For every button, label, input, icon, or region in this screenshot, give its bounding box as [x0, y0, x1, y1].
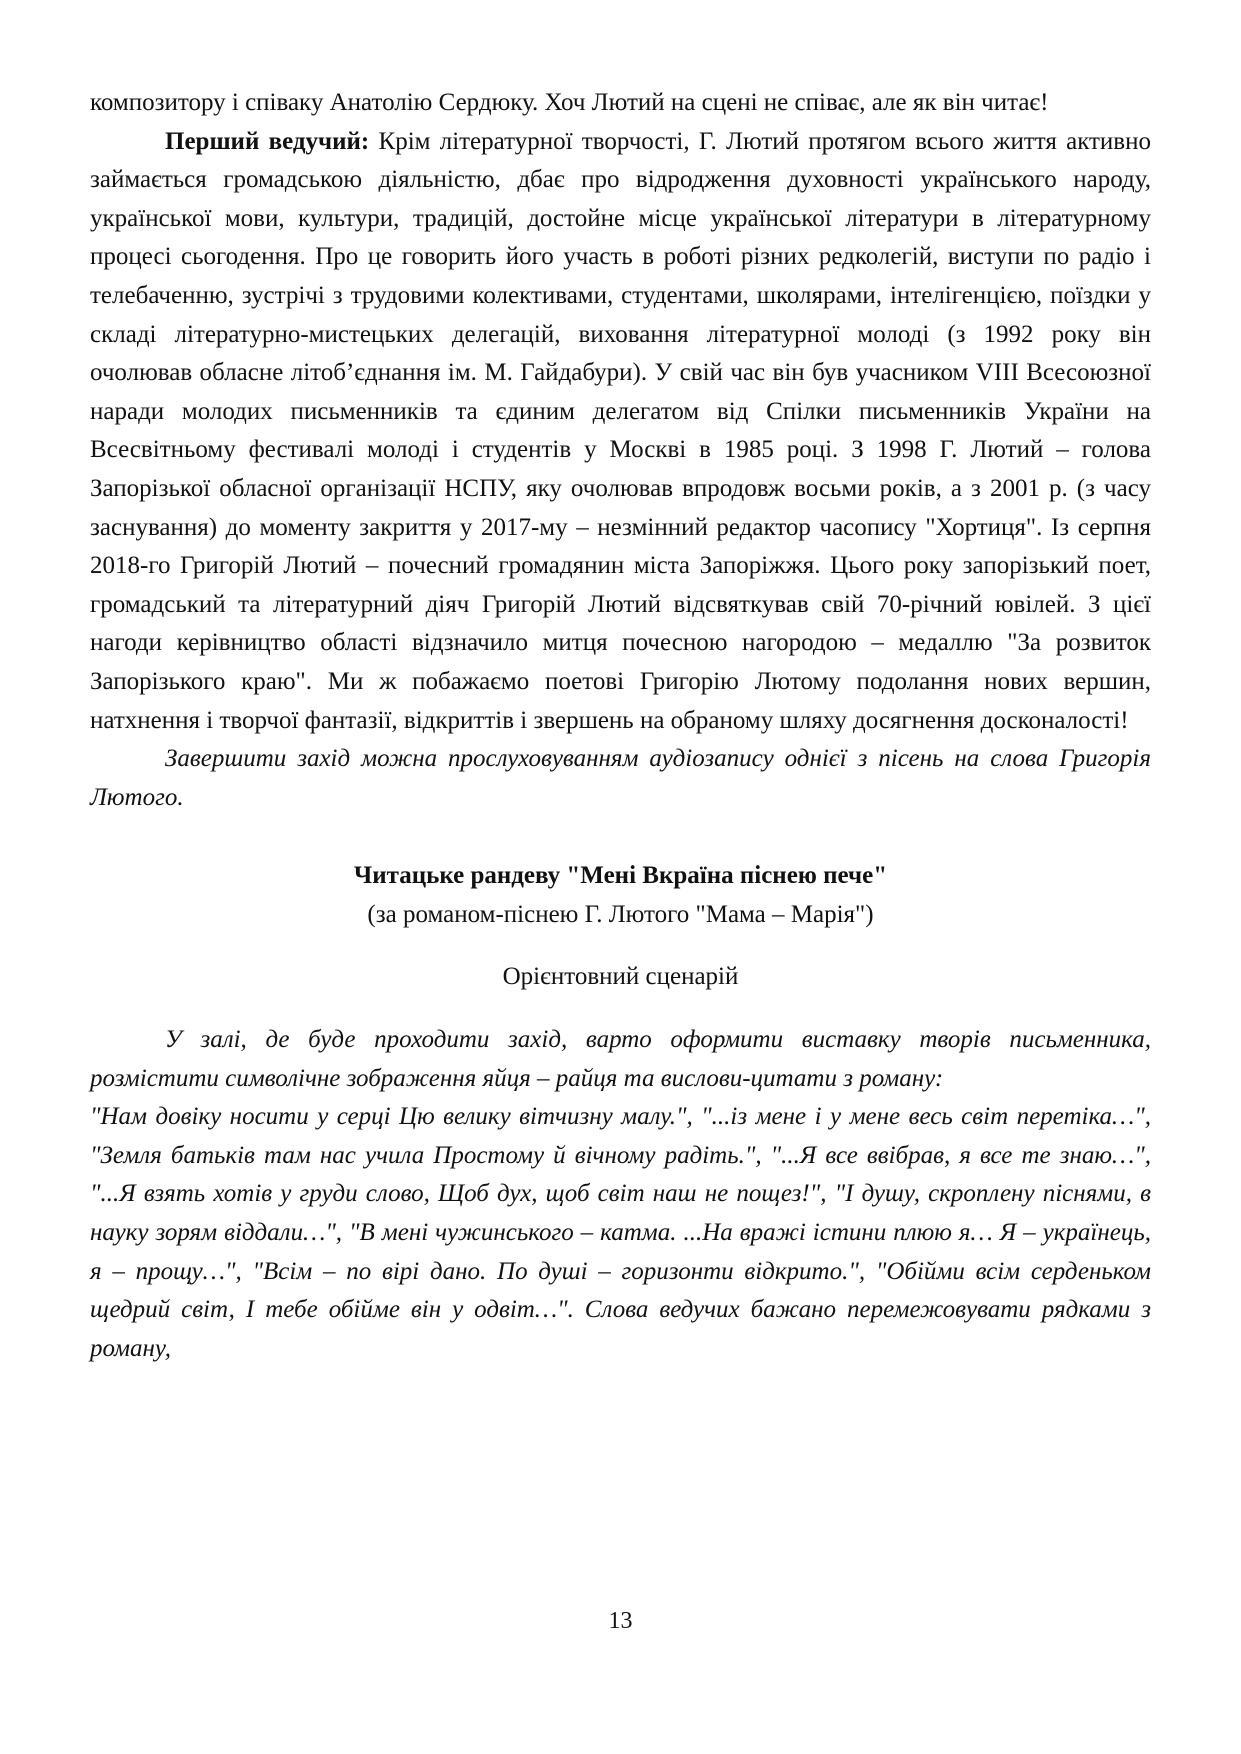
- section-subtitle: (за романом-піснею Г. Лютого "Мама – Марія"): [367, 900, 874, 928]
- scenario-label: Орієнтовний сценарій: [502, 963, 739, 991]
- page-number: 13: [608, 1608, 633, 1634]
- page-content: [90, 84, 1151, 1368]
- paragraph-quotes: "Нам довіку носити у серці Цю велику вітчизну малу.", "...із мене і у мене весь світ перетіка…", "Земля батьків там нас учила Простому й вічному радіть.", "...Я все ввібрав, я все те знаю…", "...Я взять хотів у груди слово, Щоб дух, щоб світ наш не пощез!", "І душу, скроплену піснями, в науку зорям віддали…", "В мені чужинського – катма. ...На вражі істини плюю я… Я – українець, я – прощу…", "Всім – по вірі дано. По душі – горизонти відкрито.", "Обійми всім серденьком щедрий світ, І тебе обійме він у одвіт…". Слова ведучих бажано перемежовувати рядками з роману,: [90, 1103, 1151, 1362]
- speaker-label: Перший ведучий:: [165, 127, 370, 155]
- paragraph-first-host-text: Крім літературної творчості, Г. Лютий протягом всього життя активно займається громадською діяльністю, дбає про відродження духовності українського народу, української мови, культури, традицій, достойне місце української літератури в літературному процесі сьогодення. Про це говорить його участь в роботі різних редколегій, виступи по радіо і телебаченню, зустрічі з трудовими колективами, студентами, школярами, інтелігенцією, поїздки у складі літературно-мистецьких делегацій, виховання літературної молоді (з 1992 року він очолював обласне літоб’єднання ім. М. Гайдабури). У свій час він був учасником VIII Всесоюзної наради молодих письменників та єдиним делегатом від Спілки письменників України на Всесвітньому фестивалі молоді і студентів у Москві в 1985 році. З 1998 Г. Лютий – голова Запорізької обласної організації НСПУ, яку очолював впродовж восьми років, а з 2001 р. (з часу заснування) до моменту закриття у 2017-му – незмінний редактор часопису "Хортиця". Із серпня 2018-го Григорій Лютий – почесний громадянин міста Запоріжжя. Цього року запорізький поет, громадський та літературний діяч Григорій Лютий відсвяткував свій 70-річний ювілей. З цієї нагоди керівництво області відзначило митця почесною нагородою – медаллю "За розвиток Запорізького краю". Ми ж побажаємо поетові Григорію Лютому подолання нових вершин, натхнення і творчої фантазії, відкриттів і звершень на обраному шляху досягнення досконалості!: [90, 127, 1151, 734]
- paragraph-first-host: [90, 123, 1151, 741]
- paragraph-intro-continuation: композитору і співаку Анатолію Сердюку. Хоч Лютий на сцені не співає, але як він читає!: [90, 89, 1049, 116]
- paragraph-scenario-intro: У залі, де буде проходити захід, варто оформити виставку творів письменника, розмістити символічне зображення яйця – райця та вислови-цитати з роману:: [90, 1026, 1151, 1092]
- paragraph-closing-note: Завершити захід можна прослуховуванням аудіозапису однієї з пісень на слова Григорія Лютого.: [90, 745, 1151, 811]
- section-title: Читацьке рандеву "Мені Вкраїна піснею пече": [353, 862, 888, 890]
